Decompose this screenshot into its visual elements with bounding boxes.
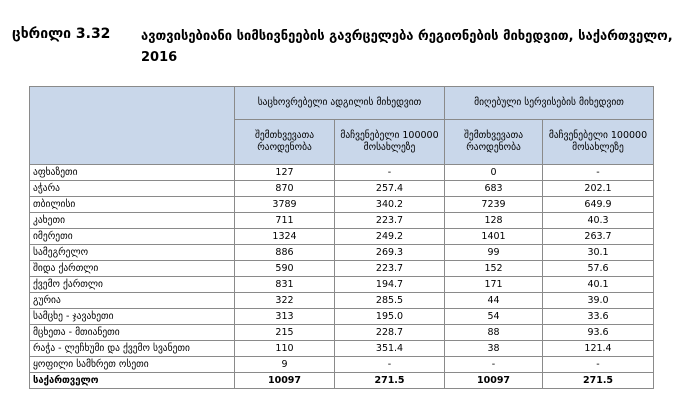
svc-count-cell: 152: [445, 261, 543, 277]
svc-rate-cell: 39.0: [543, 293, 654, 309]
region-cell: სამცხე - ჯავახეთი: [30, 309, 235, 325]
res-count-cell: 322: [235, 293, 335, 309]
res-rate-cell: -: [335, 165, 445, 181]
table-row: [30, 213, 654, 229]
region-cell: რაჭა - ლეჩხუმი და ქვემო სვანეთი: [30, 341, 235, 357]
svc-count-cell: 44: [445, 293, 543, 309]
svc-count-cell: 88: [445, 325, 543, 341]
svc-count-cell: 54: [445, 309, 543, 325]
svc-count-cell: 38: [445, 341, 543, 357]
total-row: [30, 373, 654, 389]
total-res-count-cell: 10097: [235, 373, 335, 389]
table-row: [30, 197, 654, 213]
total-svc-count-cell: 10097: [445, 373, 543, 389]
res-count-cell: 590: [235, 261, 335, 277]
svc-count-cell: 0: [445, 165, 543, 181]
table-row: [30, 277, 654, 293]
table-row: [30, 325, 654, 341]
table-row: [30, 341, 654, 357]
svc-count-cell: 1401: [445, 229, 543, 245]
svc-rate-cell: -: [543, 357, 654, 373]
table-row: [30, 261, 654, 277]
header-by-services: მიღებული სერვისების მიხედვით: [445, 87, 654, 120]
table-row: [30, 293, 654, 309]
res-count-cell: 831: [235, 277, 335, 293]
table-row: [30, 357, 654, 373]
region-cell: ქვემო ქართლი: [30, 277, 235, 293]
data-table: [29, 86, 654, 389]
header-by-residence: საცხოვრებელი ადგილის მიხედვით: [235, 87, 445, 120]
region-cell: თბილისი: [30, 197, 235, 213]
region-cell: შიდა ქართლი: [30, 261, 235, 277]
table-title: ავთვისებიანი სიმსივნეების გავრცელება რეგიონების მიხედვით, საქართველო, 2016: [141, 29, 673, 65]
svc-rate-cell: 649.9: [543, 197, 654, 213]
table-row: [30, 165, 654, 181]
svc-count-cell: 99: [445, 245, 543, 261]
svc-rate-cell: 121.4: [543, 341, 654, 357]
res-count-cell: 711: [235, 213, 335, 229]
res-rate-cell: -: [335, 357, 445, 373]
res-count-cell: 215: [235, 325, 335, 341]
region-cell: კახეთი: [30, 213, 235, 229]
region-cell: აჭარა: [30, 181, 235, 197]
svc-count-cell: 171: [445, 277, 543, 293]
svc-count-cell: 128: [445, 213, 543, 229]
res-rate-cell: 195.0: [335, 309, 445, 325]
header-res-count: შემთხვევათა რაოდენობა: [235, 120, 335, 165]
total-region-cell: საქართველო: [30, 373, 235, 389]
region-cell: სამეგრელო: [30, 245, 235, 261]
svc-rate-cell: 40.1: [543, 277, 654, 293]
svc-rate-cell: 30.1: [543, 245, 654, 261]
res-rate-cell: 269.3: [335, 245, 445, 261]
region-cell: აფხაზეთი: [30, 165, 235, 181]
svc-rate-cell: 93.6: [543, 325, 654, 341]
svc-count-cell: 683: [445, 181, 543, 197]
svc-rate-cell: 202.1: [543, 181, 654, 197]
res-count-cell: 127: [235, 165, 335, 181]
res-rate-cell: 194.7: [335, 277, 445, 293]
res-count-cell: 110: [235, 341, 335, 357]
res-rate-cell: 351.4: [335, 341, 445, 357]
res-count-cell: 9: [235, 357, 335, 373]
header-corner: [30, 87, 235, 165]
total-svc-rate-cell: 271.5: [543, 373, 654, 389]
header-svc-rate: მაჩვენებელი 100000 მოსახლეზე: [543, 120, 654, 165]
svc-rate-cell: 57.6: [543, 261, 654, 277]
res-count-cell: 3789: [235, 197, 335, 213]
res-rate-cell: 340.2: [335, 197, 445, 213]
res-count-cell: 313: [235, 309, 335, 325]
region-cell: ყოფილი სამხრეთ ოსეთი: [30, 357, 235, 373]
res-rate-cell: 223.7: [335, 213, 445, 229]
svc-rate-cell: 33.6: [543, 309, 654, 325]
table-number: ცხრილი 3.32: [12, 26, 111, 42]
table-row: [30, 181, 654, 197]
svc-count-cell: -: [445, 357, 543, 373]
res-count-cell: 870: [235, 181, 335, 197]
header-row-groups: [30, 87, 654, 120]
res-rate-cell: 285.5: [335, 293, 445, 309]
region-cell: გურია: [30, 293, 235, 309]
region-cell: იმერეთი: [30, 229, 235, 245]
res-rate-cell: 249.2: [335, 229, 445, 245]
table-row: [30, 245, 654, 261]
svc-rate-cell: 263.7: [543, 229, 654, 245]
table-row: [30, 309, 654, 325]
header-res-rate: მაჩვენებელი 100000 მოსახლეზე: [335, 120, 445, 165]
res-rate-cell: 257.4: [335, 181, 445, 197]
region-cell: მცხეთა - მთიანეთი: [30, 325, 235, 341]
res-rate-cell: 223.7: [335, 261, 445, 277]
header-svc-count: შემთხვევათა რაოდენობა: [445, 120, 543, 165]
svc-count-cell: 7239: [445, 197, 543, 213]
total-res-rate-cell: 271.5: [335, 373, 445, 389]
table-row: [30, 229, 654, 245]
svc-rate-cell: -: [543, 165, 654, 181]
res-count-cell: 886: [235, 245, 335, 261]
res-rate-cell: 228.7: [335, 325, 445, 341]
svc-rate-cell: 40.3: [543, 213, 654, 229]
res-count-cell: 1324: [235, 229, 335, 245]
